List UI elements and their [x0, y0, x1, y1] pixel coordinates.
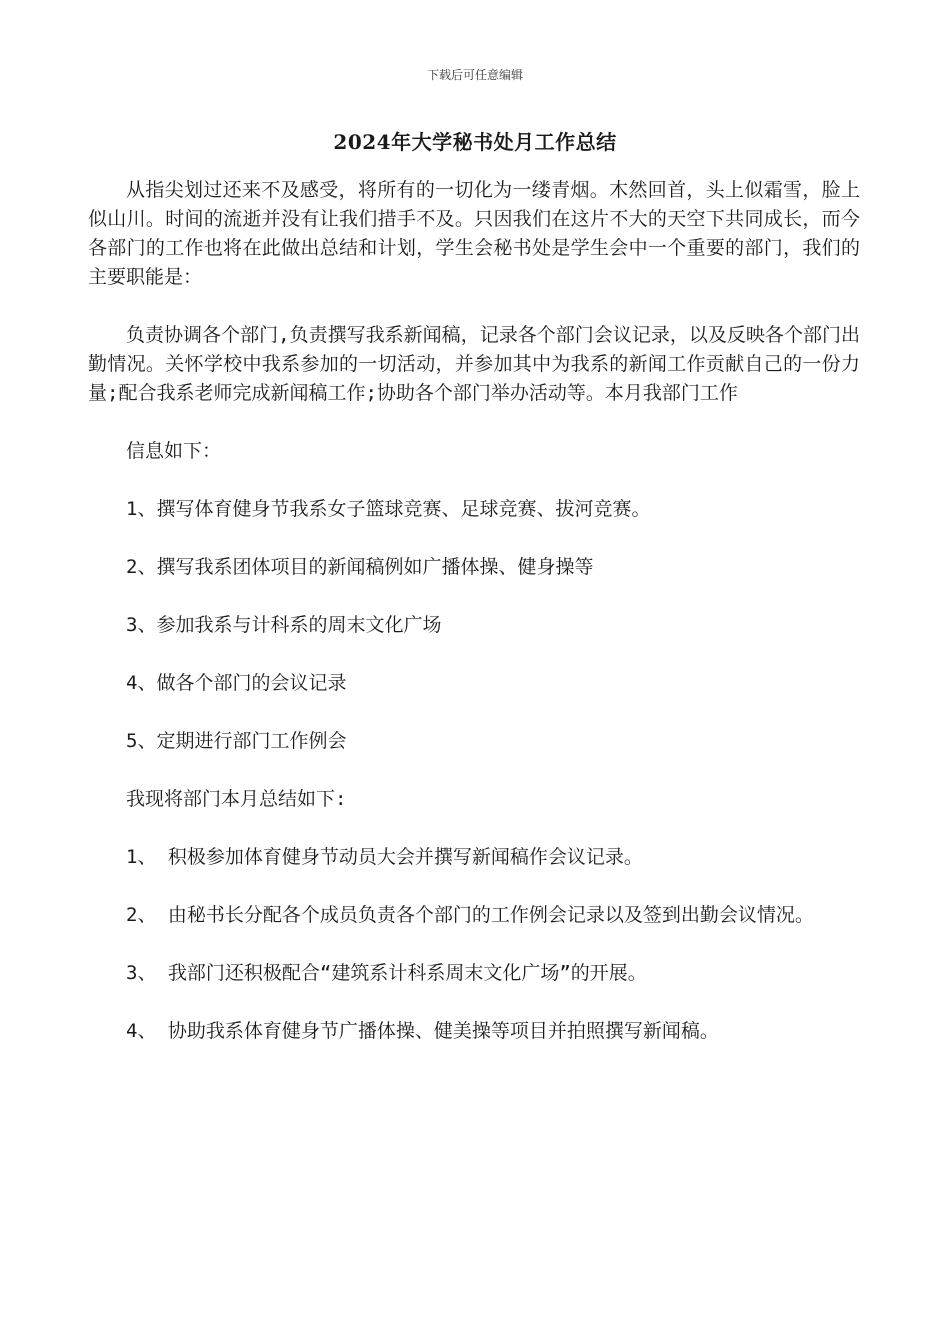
intro-paragraph: 从指尖划过还来不及感受，将所有的一切化为一缕青烟。木然回首，头上似霜雪，脸上似山川。时间的流逝并没有让我们措手不及。只因我们在这片不大的天空下共同成长，而今各部门的工作也将在此做出总结和计划，学生会秘书处是学生会中一个重要的部门，我们的主要职能是：: [88, 179, 860, 288]
summary-item-4: 4、 协助我系体育健身节广播体操、健美操等项目并拍照撰写新闻稿。: [126, 1020, 719, 1042]
work-item-1: 1、撰写体育健身节我系女子篮球竞赛、足球竞赛、拔河竞赛。: [126, 498, 651, 520]
work-item-2: 2、撰写我系团体项目的新闻稿例如广播体操、健身操等: [126, 556, 594, 578]
duties-paragraph: 负责协调各个部门,负责撰写我系新闻稿，记录各个部门会议记录，以及反映各个部门出勤情况。关怀学校中我系参加的一切活动，并参加其中为我系的新闻工作贡献自己的一份力量;配合我系老师完成新闻稿工作;协助各个部门举办活动等。本月我部门工作: [88, 324, 860, 404]
summary-item-3: 3、 我部门还积极配合“建筑系计科系周末文化广场”的开展。: [126, 962, 647, 984]
info-label: 信息如下：: [126, 440, 222, 462]
document-body: [88, 176, 860, 1046]
summary-item-1: 1、 积极参加体育健身节动员大会并撰写新闻稿作会议记录。: [126, 846, 643, 868]
summary-label: 我现将部门本月总结如下:: [126, 788, 347, 810]
document-title: 2024年大学秘书处月工作总结: [333, 130, 617, 154]
summary-item-2: 2、 由秘书长分配各个成员负责各个部门的工作例会记录以及签到出勤会议情况。: [126, 904, 814, 926]
work-item-5: 5、定期进行部门工作例会: [126, 730, 347, 752]
work-item-4: 4、做各个部门的会议记录: [126, 672, 347, 694]
work-item-3: 3、参加我系与计科系的周末文化广场: [126, 614, 442, 636]
page-header-note: 下载后可任意编辑: [426, 68, 523, 82]
